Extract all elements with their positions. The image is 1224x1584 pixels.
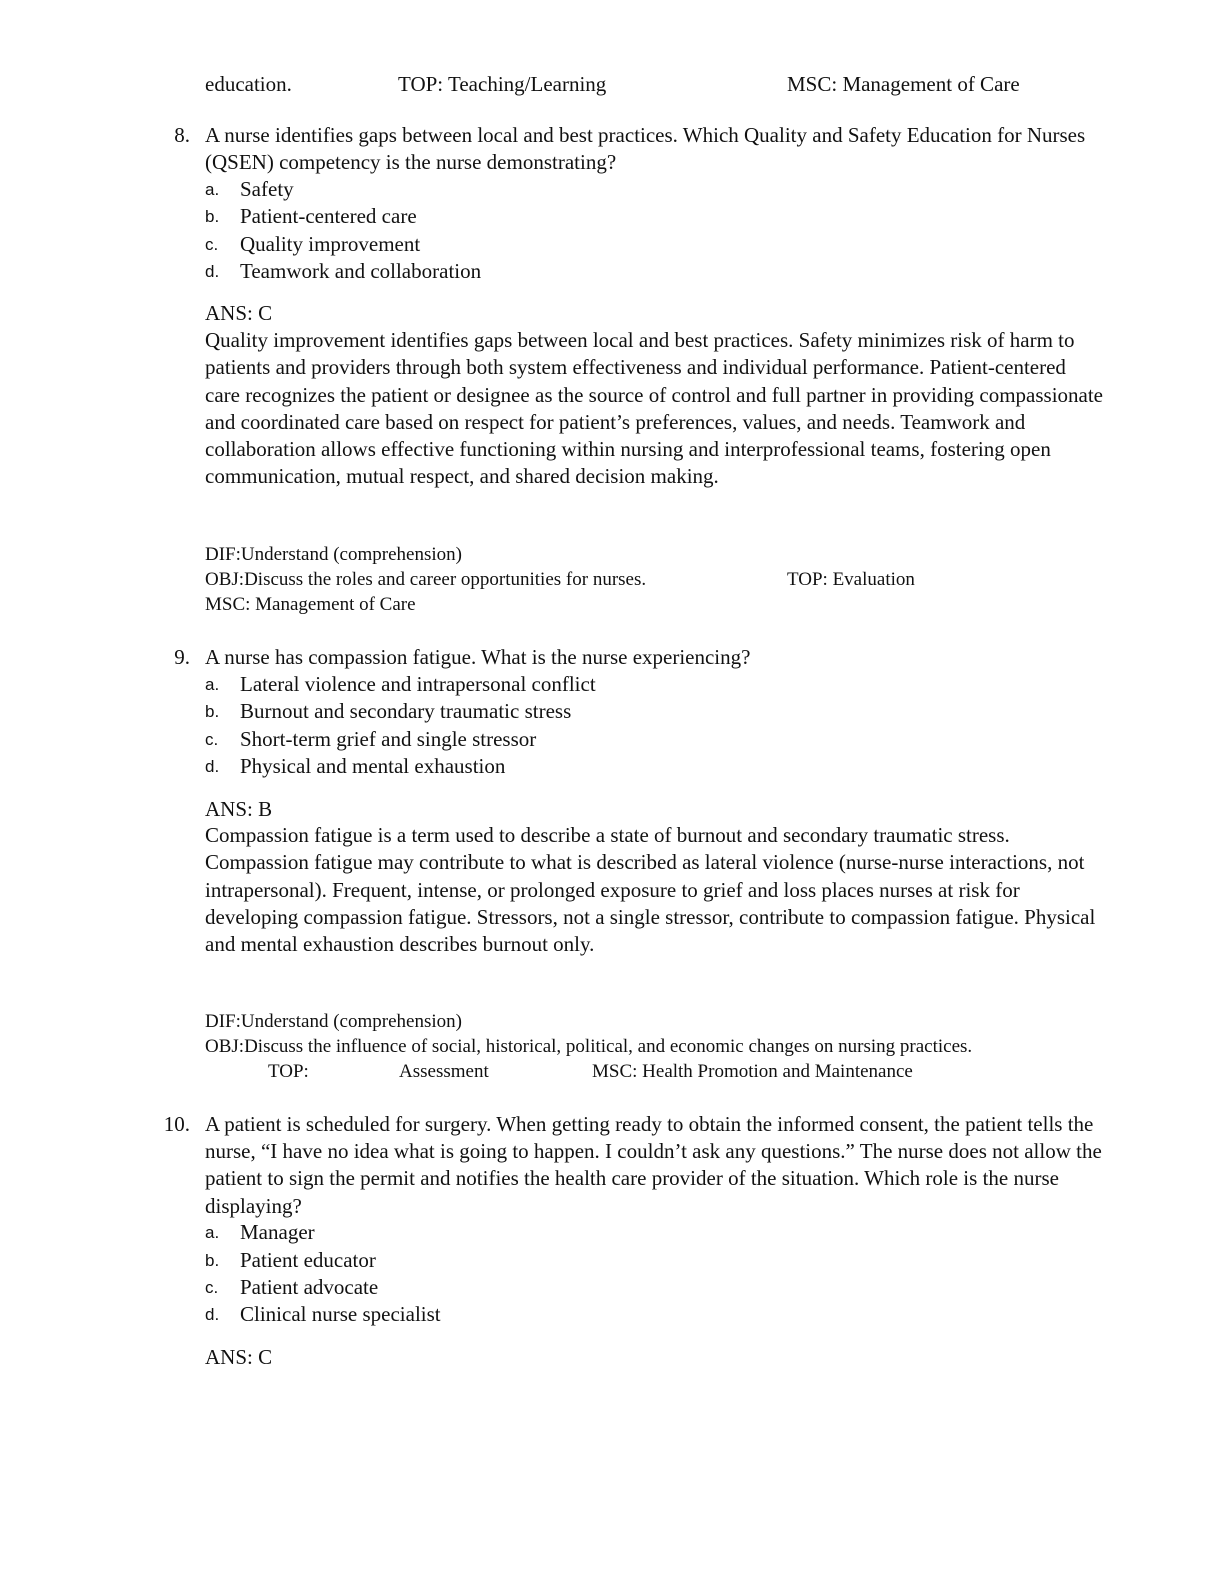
answer-key: ANS: B [205, 797, 273, 821]
answer-rationale: Compassion fatigue is a term used to describe a state of burnout and secondary traumatic stress. Compassion fatigue may contribute to what is described as lateral violence (nurse-nurse interactions, not intrapersonal). Frequent, intense, or prolonged exposure to grief and loss places nurses at risk for developing compassion fatigue. Stressors, not a single stressor, contribute to compassion fatigue. Physical and mental exhaustion describes burnout only. [205, 823, 1096, 957]
msc-tag: MSC: Health Promotion and Maintenance [592, 1061, 913, 1082]
option-letter: c. [205, 730, 219, 749]
option-text: Clinical nurse specialist [240, 1302, 441, 1326]
answer-rationale: Quality improvement identifies gaps between local and best practices. Safety minimizes risk of harm to patients and providers through both system effectiveness and individual performance. Patient-centered care recognizes the patient or designee as the source of control and full partner in providing compassionate and coordinated care based on respect for patient’s preferences, values, and needs. Teamwork and collaboration allows effective functioning within nursing and interprofessional teams, fostering open communication, mutual respect, and shared decision making. [205, 328, 1104, 489]
option-letter: d. [205, 1305, 220, 1324]
option-text: Lateral violence and intrapersonal conflict [240, 672, 596, 696]
difficulty-tag: DIF:Understand (comprehension) [205, 544, 462, 565]
option-text: Safety [240, 177, 294, 201]
option-letter: c. [205, 1278, 219, 1297]
option-text: Manager [240, 1220, 315, 1244]
option-letter: d. [205, 262, 220, 281]
option-text: Patient advocate [240, 1275, 379, 1299]
option-text: Short-term grief and single stressor [240, 727, 537, 751]
option-letter: b. [205, 207, 220, 226]
option-text: Physical and mental exhaustion [240, 754, 506, 778]
option-letter: b. [205, 702, 220, 721]
option-letter: b. [205, 1251, 220, 1270]
topic-tag: TOP: Evaluation [787, 569, 915, 590]
prev-question-topic: TOP: Teaching/Learning [398, 72, 607, 96]
msc-tag: MSC: Management of Care [205, 594, 416, 615]
objective-tag: OBJ:Discuss the influence of social, historical, political, and economic changes on nursing practices. [205, 1036, 973, 1057]
question-number: 9. [174, 645, 190, 669]
option-letter: c. [205, 235, 219, 254]
option-letter: a. [205, 675, 220, 694]
option-text: Teamwork and collaboration [240, 259, 482, 283]
option-text: Burnout and secondary traumatic stress [240, 699, 572, 723]
option-text: Patient educator [240, 1248, 376, 1272]
option-letter: d. [205, 757, 220, 776]
answer-key: ANS: C [205, 1345, 273, 1369]
question-stem: A nurse has compassion fatigue. What is the nurse experiencing? [205, 645, 751, 669]
option-letter: a. [205, 1223, 220, 1242]
prev-question-tail: education. [205, 72, 292, 96]
prev-question-msc: MSC: Management of Care [787, 72, 1020, 96]
option-text: Quality improvement [240, 232, 421, 256]
question-stem: A patient is scheduled for surgery. When getting ready to obtain the informed consent, the patient tells the nurse, “I have no idea what is going to happen. I couldn’t ask any questions.” The nurse does not allow the patient to sign the permit and notifies the health care provider of the situation. Which role is the nurse displaying? [205, 1112, 1102, 1218]
option-letter: a. [205, 180, 220, 199]
question-stem: A nurse identifies gaps between local and best practices. Which Quality and Safety Education for Nurses (QSEN) competency is the nurse demonstrating? [205, 123, 1086, 175]
topic-tag: Assessment [399, 1061, 489, 1082]
question-number: 8. [174, 123, 190, 147]
difficulty-tag: DIF:Understand (comprehension) [205, 1011, 462, 1032]
topic-label: TOP: [268, 1061, 309, 1082]
objective-tag: OBJ:Discuss the roles and career opportunities for nurses. [205, 569, 647, 590]
question-number: 10. [163, 1112, 190, 1136]
option-text: Patient-centered care [240, 204, 417, 228]
answer-key: ANS: C [205, 301, 273, 325]
